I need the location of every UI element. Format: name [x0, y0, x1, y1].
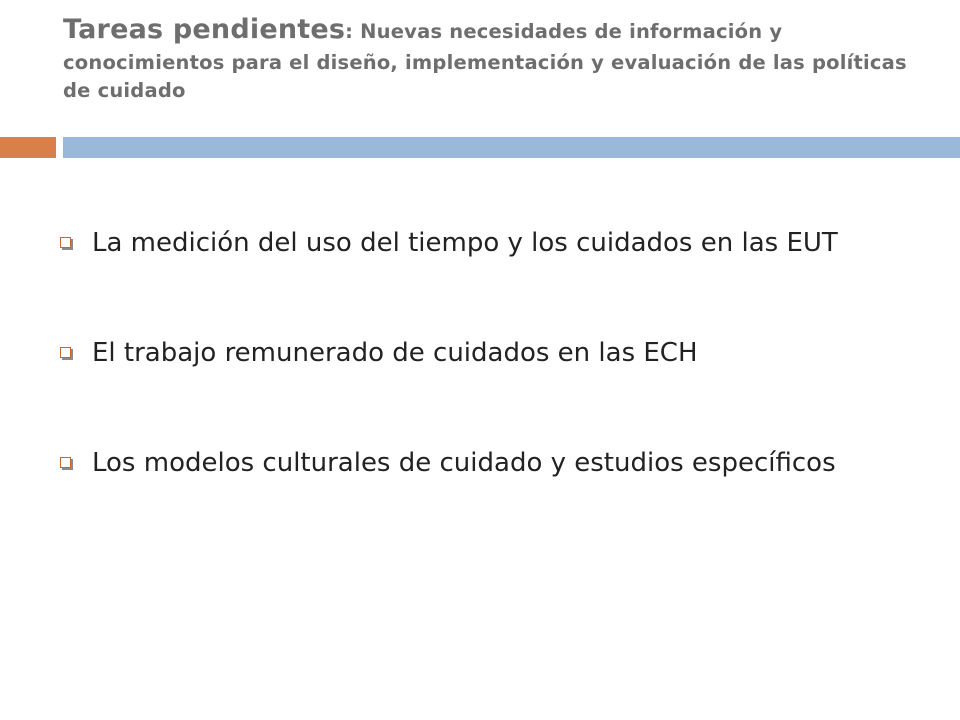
accent-bar-blue [63, 137, 960, 158]
square-bullet-icon [60, 347, 71, 358]
bullet-item [60, 442, 920, 484]
square-bullet-icon [60, 457, 71, 468]
bullet-text: La medición del uso del tiempo y los cuidados en las EUT [92, 228, 838, 258]
accent-bar-orange [0, 137, 56, 158]
bullet-list [60, 222, 920, 484]
bullet-item [60, 222, 920, 264]
bullet-text: El trabajo remunerado de cuidados en las ECH [92, 338, 698, 368]
slide-title [63, 10, 923, 106]
bullet-text: Los modelos culturales de cuidado y estudios específicos [92, 448, 836, 478]
bullet-item [60, 332, 920, 374]
title-main: Tareas pendientes [63, 14, 346, 45]
square-bullet-icon [60, 237, 71, 248]
title-subtitle: : Nuevas necesidades de información y conocimientos para el diseño, implementación y evaluación de las políticas de cuidado [63, 20, 907, 103]
